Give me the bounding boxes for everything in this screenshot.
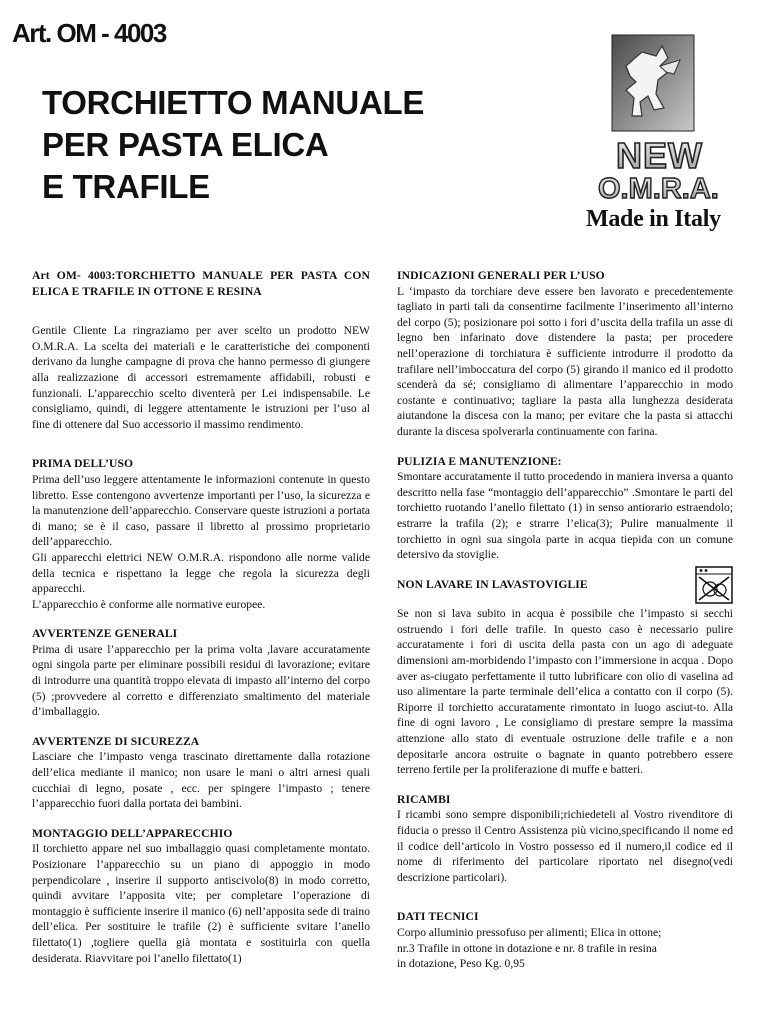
section-text-montaggio: Il torchietto appare nel suo imballaggio quasi completamente montato. Posizionare l’apparecchio su un piano di appoggio in modo perpendicolare , inserire il supporto antiscivolo(8) in modo corretto, quindi avvitare l’apposita vite; per completare l’operazione di montaggio è sufficiente inserire il manico (6) nell’apposita sede di traino dell’elica. Per sostituire le trafile (2) è sufficiente svitare l’anello filettato(1) ,togliere quella già montata e sostituirla con quella desiderata. Riavvitare poi l’anello filettato(1)	[32, 842, 370, 965]
new-omra-logo-icon	[596, 32, 756, 202]
right-column	[397, 268, 733, 972]
greeting-text: Gentile Cliente La ringraziamo per aver scelto un prodotto NEW O.M.R.A. La scelta dei materiali e le caratteristiche dei componenti derivano da lunghe campagne di prova che hanno permesso di giungere alla realizzazione di accessori estremamente affidabili, robusti e funzionali. L’apparecchio scelto diventerà per Lei indispensabile. Le consigliamo, quindi, di leggere attentamente le istruzioni per l’uso al fine di ottenere dal Suo accessorio il massimo rendimento.	[32, 324, 370, 431]
section-title-avvertenze-sicurezza: AVVERTENZE DI SICUREZZA	[32, 734, 200, 748]
section-text-avvertenze-sicurezza: Lasciare che l’impasto venga trascinato direttamente dalla rotazione dell’elica mediante il manico; non usare le mani o altri arnesi quali cucchiai di legno, posate , ecc. per spingere l’impasto ; tenere l’apparecchio fuori dalla portata dei bambini.	[32, 750, 370, 811]
section-title-ricambi: RICAMBI	[397, 792, 451, 806]
brand-new: NEW	[616, 135, 703, 176]
intro-title: Art OM- 4003:TORCHIETTO MANUALE PER PASTA CON ELICA E TRAFILE IN OTTONE E RESINA	[32, 269, 370, 298]
made-in-italy: Made in Italy	[586, 206, 721, 232]
section-title-prima: PRIMA DELL’USO	[32, 457, 134, 471]
title-line-3: E TRAFILE	[42, 168, 210, 205]
section-text-avvertenze-generali: Prima di usare l’apparecchio per la prima volta ,lavare accuratamente ogni singola parte per eliminare possibili residui di lavorazione; evitare di introdurre una quantità troppo elevata di impasto all’interno del corpo (5) ;provvedere al corretto e differenziato smaltimento del materiale d’imballaggio.	[32, 642, 370, 719]
section-text-prima: Prima dell’uso leggere attentamente le informazioni contenute in questo libretto. Esse contengono avvertenze importanti per l’uso, la sicurezza e la manutenzione dell’apparecchio. Conservare queste istruzioni a portata di mano; se è il caso, passare il libretto al prossimo proprietario dell’apparecchio.	[32, 472, 370, 549]
brand-omra: O.M.R.A.	[598, 173, 719, 202]
page-title	[42, 82, 424, 208]
section-title-montaggio: MONTAGGIO DELL’APPARECCHIO	[32, 826, 233, 840]
section-text-prima-3: L’apparecchio è conforme alle normative europee.	[32, 597, 266, 611]
section-text-indicazioni: L ‘impasto da torchiare deve essere ben lavorato e precedentemente tagliato in parti tali da consentirne facilmente l’inserimento all’interno del corpo (5); posizionare poi sotto i fori d’uscita della trafila un asse di legno ben infarinato dove distendere la pasta; per procedere nell’operazione di torchiatura è sufficiente introdurre il prodotto da trafilare nell’imboccatura del corpo (5) girando il manico ed il prodotto scenderà da sé; consigliamo di alimentare l’apparecchio in modo costante e continuativo; tagliare la pasta alla lunghezza desiderata aiutandone la discesa con la mano; per evitare che la pasta si attacchi durante la discesa spolverarla continuamente con farina.	[397, 284, 733, 438]
section-text-prima-2: Gli apparecchi elettrici NEW O.M.R.A. rispondono alle norme valide della tecnica e rispettano la legge che regola la sicurezza degli apparecchi.	[32, 550, 370, 596]
dati-tecnici-line-2: nr.3 Trafile in ottone in dotazione e nr. 8 trafile in resina	[397, 941, 657, 955]
dati-tecnici-line-1: Corpo alluminio pressofuso per alimenti; Elica in ottone;	[397, 925, 662, 939]
section-text-non-lavare: Se non si lava subito in acqua è possibile che l’impasto si secchi ostruendo i fori delle trafile. In questo caso è necessario pulire accuratamente i fori di uscita della pasta con un ago di adeguate dimensioni am-morbidendo l’impasto con l’immersione in acqua . Dopo aver as-ciugato perfettamente il tutto lubrificare con olio di vaselina ad uso alimentare la parte terminale dell’elica a contatto con il corpo (5). Riporre il torchietto accuratamente rimontato in luogo asciut-to. Alla fine di ogni lavoro , Le consigliamo di prestare sempre la massima attenzione allo stato di eventuale ostruzione delle trafile e a non depositarle ancora ostruite o bagnate in quanto potrebbero essere terreno fertile per la proliferazione di muffe e batteri.	[397, 607, 733, 777]
section-text-pulizia: Smontare accuratamente il tutto procedendo in maniera inversa a quanto descritto nella fase “montaggio dell’apparecchio” .Smontare le parti del torchietto ruotando l’anello filettato (1) in senso antiorario estraendolo; estrarre la trafila (2); e strarre l’elica(3); Pulire manualmente il torchietto in ogni sua singola parte in acqua tiepida con un comune detersivo da stoviglie.	[397, 470, 733, 562]
left-column	[32, 268, 370, 966]
section-title-pulizia: PULIZIA E MANUTENZIONE:	[397, 454, 562, 468]
section-title-indicazioni: INDICAZIONI GENERALI PER L’USO	[397, 269, 605, 282]
title-line-1: TORCHIETTO MANUALE	[42, 84, 425, 121]
section-text-ricambi: I ricambi sono sempre disponibili;richiedeteli al Vostro rivenditore di fiducia o presso il Centro Assistenza più vicino,specificando il nome ed il codice dell’articolo in Vostro possesso ed il numero,il codice ed il nome di riferimento del particolare riportato nel disegno(vedi descrizione particolari).	[397, 808, 733, 884]
section-title-dati-tecnici: DATI TECNICI	[397, 910, 479, 924]
section-title-avvertenze-generali: AVVERTENZE GENERALI	[32, 627, 178, 641]
no-dishwasher-row	[397, 577, 733, 593]
section-title-non-lavare: NON LAVARE IN LAVASTOVIGLIE	[397, 577, 588, 591]
no-dishwasher-icon	[695, 566, 733, 604]
title-line-2: PER PASTA ELICA	[42, 126, 329, 163]
dati-tecnici-line-3: in dotazione, Peso Kg. 0,95	[397, 957, 525, 971]
article-code: Art. OM - 4003	[12, 18, 166, 48]
